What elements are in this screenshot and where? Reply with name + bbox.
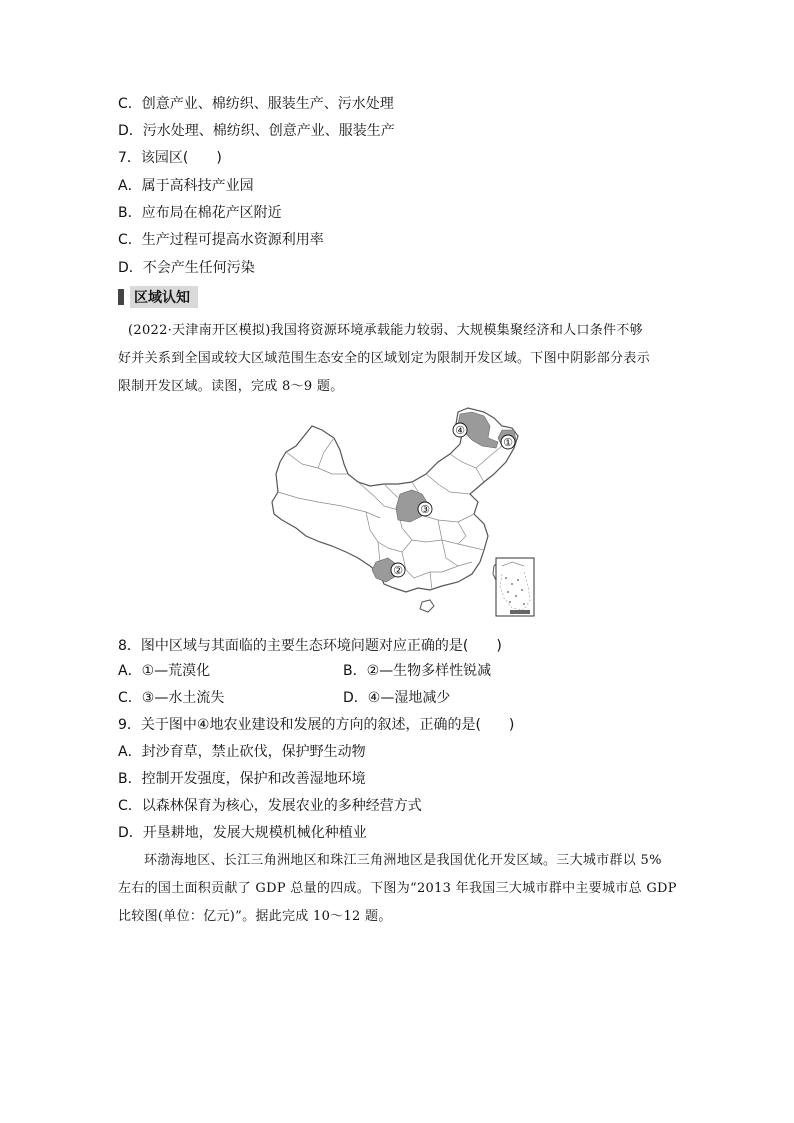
marker-2-label: ②	[393, 564, 403, 577]
q6-option-c: C．创意产业、棉纺织、服装生产、污水处理	[118, 96, 394, 112]
section-heading	[118, 286, 198, 308]
q9-option-b: B．控制开发强度，保护和改善湿地环境	[118, 771, 366, 787]
q8-option-a: A．①—荒漠化	[118, 663, 211, 679]
q8-stem: 8．图中区域与其面临的主要生态环境问题对应正确的是( )	[118, 638, 502, 654]
q7-option-b: B．应布局在棉花产区附近	[118, 205, 282, 221]
intro2-line-1: 环渤海地区、长江三角洲地区和珠江三角洲地区是我国优化开发区域。三大城市群以 5%	[144, 853, 662, 868]
hainan-island	[420, 600, 434, 612]
q9-option-d: D．开垦耕地，发展大规模机械化种植业	[118, 825, 367, 841]
marker-3-label: ③	[420, 503, 430, 516]
intro-paragraph-2	[118, 847, 678, 931]
q7-stem: 7．该园区( )	[118, 150, 222, 166]
q8-option-c: C．③—水土流失	[118, 690, 225, 706]
q9-stem: 9．关于图中④地农业建设和发展的方向的叙述，正确的是( )	[118, 717, 515, 733]
south-china-sea-inset	[496, 558, 534, 616]
q7-option-c: C．生产过程可提高水资源利用率	[118, 232, 324, 248]
intro2-line-2: 左右的国土面积贡献了 GDP 总量的四成。下图为“2013 年我国三大城市群中主要城市总 GDP	[118, 881, 677, 896]
marker-1-label: ①	[503, 436, 513, 449]
intro-paragraph-1	[118, 317, 678, 401]
intro1-line-2: 好并关系到全国或较大区域范围生态安全的区域划定为限制开发区域。下图中阴影部分表示	[118, 351, 651, 366]
marker-4-label: ④	[455, 424, 465, 437]
intro1-line-1: (2022·天津南开区模拟)我国将资源环境承载能力较弱、大规模集聚经济和人口条件不够	[128, 323, 643, 338]
q7-option-a: A．属于高科技产业园	[118, 178, 254, 194]
intro2-line-3: 比较图(单位：亿元)”。据此完成 10～12 题。	[118, 909, 392, 924]
china-map	[262, 402, 538, 620]
section-title: 区域认知	[130, 286, 198, 308]
intro1-line-3: 限制开发区域。读图，完成 8～9 题。	[118, 379, 344, 394]
q9-option-c: C．以森林保育为核心，发展农业的多种经营方式	[118, 798, 422, 814]
q7-option-d: D．不会产生任何污染	[118, 260, 255, 276]
q8-option-d: D．④—湿地减少	[343, 690, 451, 706]
q9-option-a: A．封沙育草，禁止砍伐，保护野生动物	[118, 744, 366, 760]
q6-option-d: D．污水处理、棉纺织、创意产业、服装生产	[118, 123, 395, 139]
q8-option-b: B．②—生物多样性锐减	[343, 663, 492, 679]
section-marker	[118, 289, 124, 305]
